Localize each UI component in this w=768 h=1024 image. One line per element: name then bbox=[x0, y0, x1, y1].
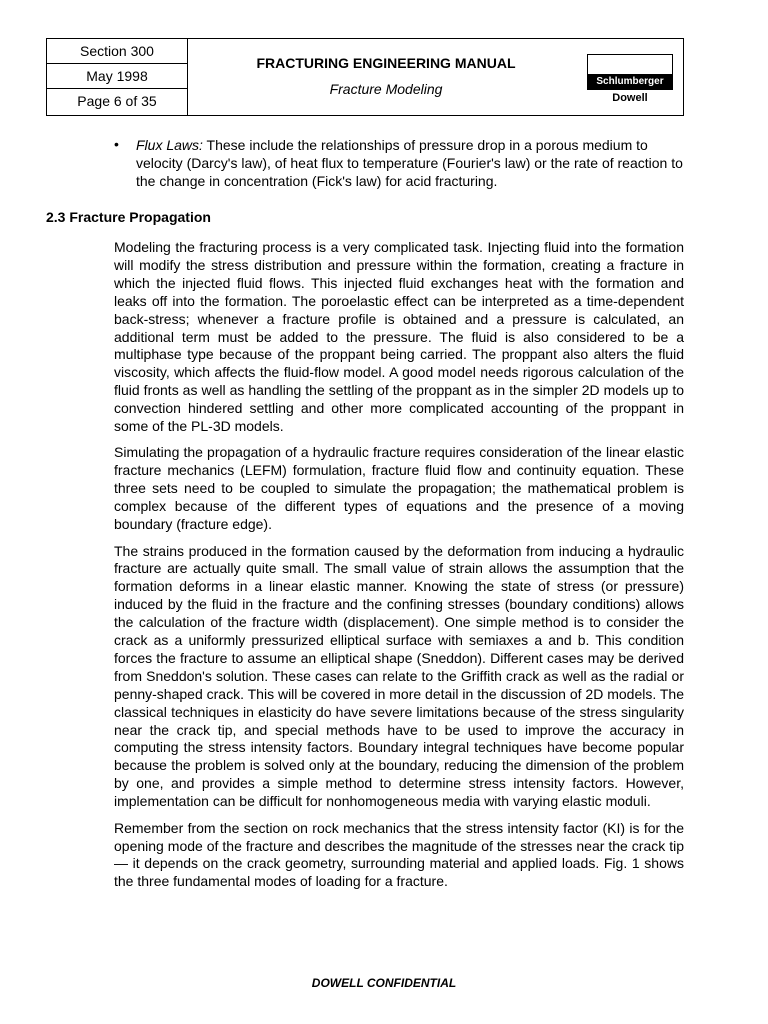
page-number: Page 6 of 35 bbox=[77, 93, 157, 109]
confidential-footer: DOWELL CONFIDENTIAL bbox=[311, 976, 457, 990]
dowell-logo-text: Dowell bbox=[612, 92, 648, 104]
section-heading: 2.3 Fracture Propagation bbox=[46, 209, 211, 225]
header-meta bbox=[47, 39, 188, 115]
body-text bbox=[114, 239, 684, 900]
chapter-subtitle: Fracture Modeling bbox=[329, 81, 443, 97]
bullet-text bbox=[136, 136, 684, 190]
bullet-icon: • bbox=[114, 136, 119, 152]
paragraph: Modeling the fracturing process is a very complicated task. Injecting fluid into the formation will modify the stress distribution and pressure within the formation, creating a fracture in which the injected fluid flows. This injected fluid exchanges heat with the formation and leaks off into the formation. The poroelastic effect can be interpreted as a time-dependent back-stress; whenever a fracture profile is obtained and a pressure is calculated, an additional term must be added to the pressure. The fluid is also considered to be a multiphase type because of the proppant being carried. The proppant also alters the fluid viscosity, which affects the fluid-flow model. A good model needs rigorous calculation of the fluid fronts as well as handling the settling of the proppant as in the simpler 2D models up to convection hindered settling and other more complicated accounting of the proppant in some of the PL-3D models. bbox=[114, 239, 684, 435]
bullet-term: Flux Laws: bbox=[136, 137, 203, 153]
manual-title: FRACTURING ENGINEERING MANUAL bbox=[256, 55, 516, 71]
document-date: May 1998 bbox=[47, 64, 187, 89]
bullet-body: These include the relationships of pressure drop in a porous medium to velocity (Darcy's law), of heat flux to temperature (Fourier's law) or the rate of reaction to the change in concentration (Fick's law) for acid fracturing. bbox=[136, 137, 683, 189]
logo-frame bbox=[587, 54, 673, 74]
section-number: Section 300 bbox=[47, 39, 187, 64]
schlumberger-logo: Schlumberger bbox=[587, 74, 673, 90]
paragraph: The strains produced in the formation caused by the deformation from inducing a hydraulic fracture are actually quite small. The small value of strain allows the assumption that the formation deforms in a linear elastic manner. Knowing the state of stress (or pressure) induced by the fluid in the fracture and the confining stresses (boundary conditions) allows the calculation of the fracture width (displacement). One simple method is to consider the crack as a uniformly pressurized elliptical surface with semiaxes a and b. This condition forces the fracture to assume an elliptical shape (Sneddon). Different cases may be derived from Sneddon's solution. These cases can relate to the Griffith crack as well as the radial or penny-shaped crack. This will be covered in more detail in the discussion of 2D models. The classical techniques in elasticity do have severe limitations because of the stress singularity near the crack tip, and special methods have to be used to improve the accuracy in computing the stress intensity factors. Boundary integral techniques have become popular because the problem is solved only at the boundary, reducing the dimension of the problem by one, and provides a simple method to determine stress intensity factors. However, implementation can be difficult for nonhomogeneous media with varying elastic moduli. bbox=[114, 542, 684, 810]
paragraph: Remember from the section on rock mechanics that the stress intensity factor (KI) is for the opening mode of the fracture and describes the magnitude of the stresses near the crack tip — it depends on the crack geometry, surrounding material and applied loads. Fig. 1 shows the three fundamental modes of loading for a fracture. bbox=[114, 819, 684, 890]
flux-laws-bullet bbox=[114, 136, 684, 190]
paragraph: Simulating the propagation of a hydraulic fracture requires consideration of the linear elastic fracture mechanics (LEFM) formulation, fracture fluid flow and continuity equation. These three sets need to be coupled to simulate the propagation; the mathematical problem is complex because of the different types of equations and the presence of a moving boundary (fracture edge). bbox=[114, 444, 684, 533]
page-header bbox=[46, 38, 684, 116]
